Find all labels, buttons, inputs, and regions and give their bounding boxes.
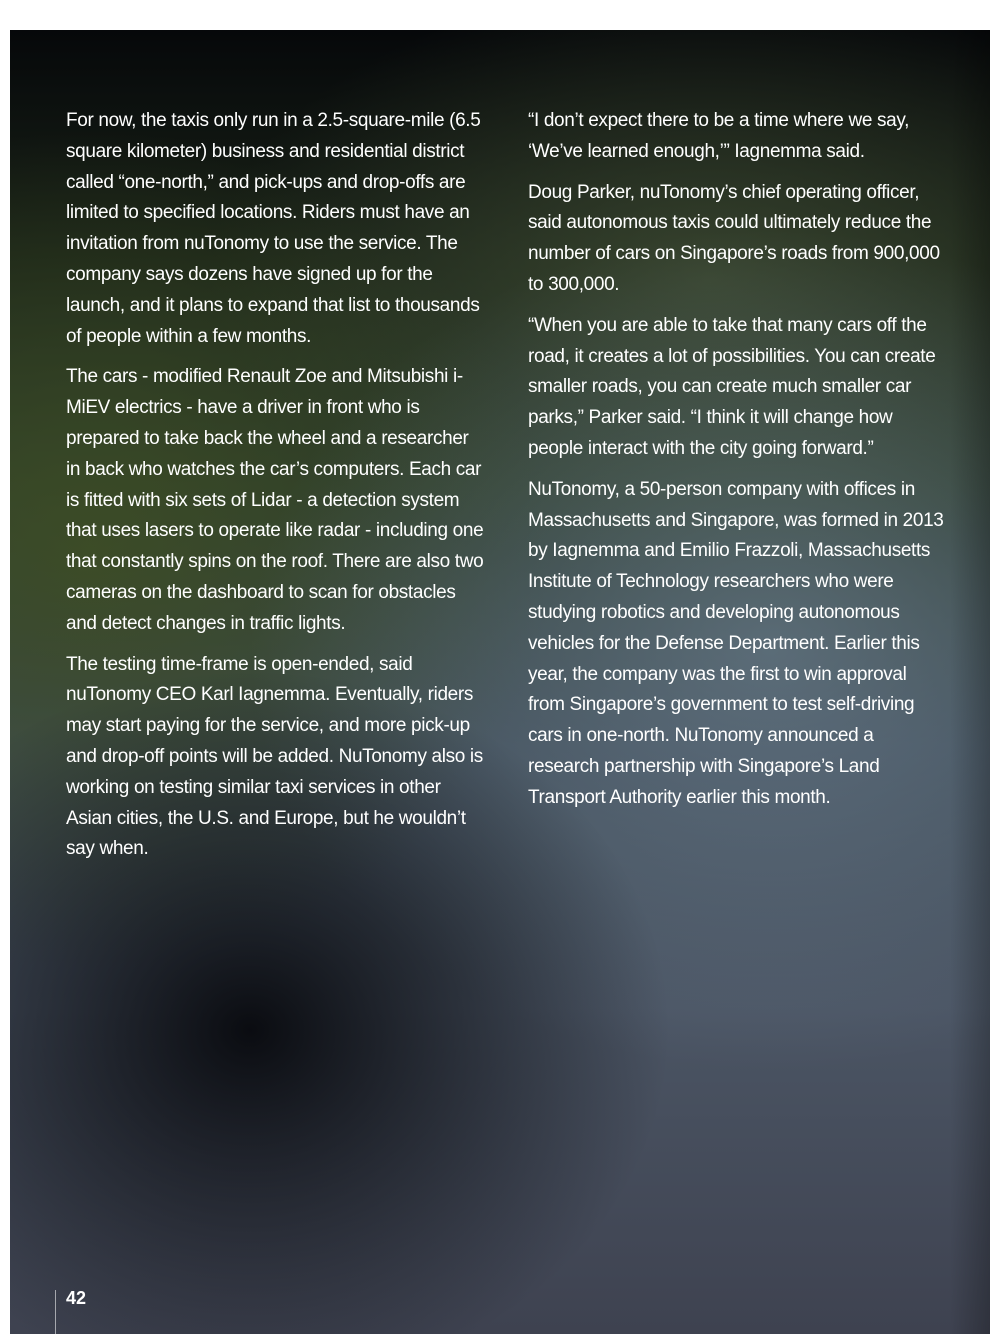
page-edge-shadow	[950, 30, 990, 1334]
left-column	[66, 106, 486, 875]
paragraph: For now, the taxis only run in a 2.5-square-mile (6.5 square kilometer) business and residential district called “one-north,” and pick-ups and drop-offs are limited to specified locations. Riders must have an invitation from nuTonomy to use the service. The company says dozens have signed up for the launch, and it plans to expand that list to thousands of people within a few months.	[66, 110, 481, 347]
magazine-page	[10, 30, 990, 1334]
paragraph: The testing time-frame is open-ended, said nuTonomy CEO Karl Iagnemma. Eventually, riders may start paying for the service, and more pick-up and drop-off points will be added. NuTonomy also is working on testing similar taxi services in other Asian cities, the U.S. and Europe, but he wouldn’t say when.	[66, 653, 483, 860]
paragraph: The cars - modified Renault Zoe and Mitsubishi i-MiEV electrics - have a driver in front who is prepared to take back the wheel and a researcher in back who watches the car’s computers. Each car is fitted with six sets of Lidar - a detection system that uses lasers to operate like radar - including one that constantly spins on the roof. There are also two cameras on the dashboard to scan for obstacles and detect changes in traffic lights.	[66, 366, 484, 634]
paragraph: “I don’t expect there to be a time where we say, ‘We’ve learned enough,’” Iagnemma said.	[528, 110, 909, 162]
right-column	[528, 106, 948, 824]
paragraph: Doug Parker, nuTonomy’s chief operating officer, said autonomous taxis could ultimately reduce the number of cars on Singapore’s roads from 900,000 to 300,000.	[528, 181, 940, 295]
paragraph: NuTonomy, a 50-person company with offices in Massachusetts and Singapore, was formed in 2013 by Iagnemma and Emilio Frazzoli, Massachusetts Institute of Technology researchers who were studying robotics and developing autonomous vehicles for the Defense Department. Earlier this year, the company was the first to win approval from Singapore’s government to test self-driving cars in one-north. NuTonomy announced a research partnership with Singapore’s Land Transport Authority earlier this month.	[528, 478, 944, 808]
paragraph: “When you are able to take that many cars off the road, it creates a lot of possibilities. You can create smaller roads, you can create much smaller car parks,” Parker said. “I think it will change how people interact with the city going forward.”	[528, 314, 936, 459]
page-number: 42	[66, 1288, 87, 1308]
page-number-rule	[55, 1290, 56, 1334]
